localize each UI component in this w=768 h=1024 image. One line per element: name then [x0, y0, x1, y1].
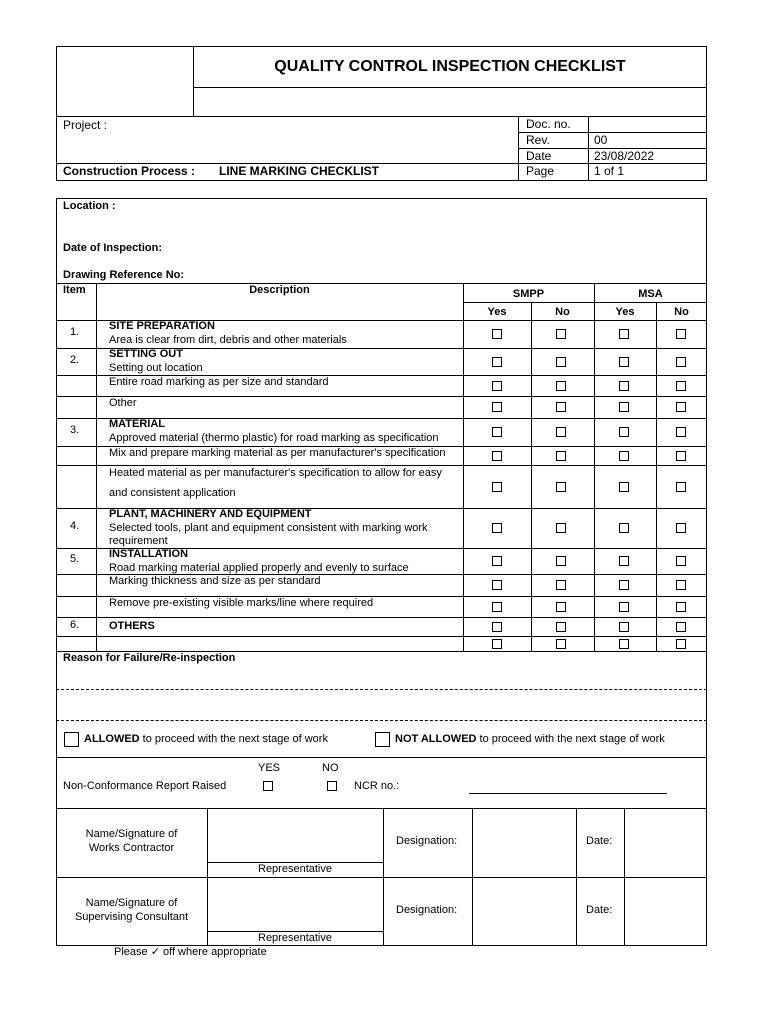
row-heading: PLANT, MACHINERY AND EQUIPMENT: [109, 508, 312, 520]
msa-no-checkbox[interactable]: [676, 622, 686, 632]
msa-yes-checkbox[interactable]: [619, 427, 629, 437]
project-label: Project :: [63, 118, 108, 132]
doc-no-label: Doc. no.: [526, 117, 571, 131]
smpp-no-checkbox[interactable]: [556, 402, 566, 412]
msa-yes-header: Yes: [615, 306, 635, 318]
smpp-yes-checkbox[interactable]: [492, 451, 502, 461]
row-item-number: 3.: [70, 424, 80, 436]
smpp-yes-checkbox[interactable]: [492, 580, 502, 590]
ncr-raised-label: Non-Conformance Report Raised: [63, 780, 227, 792]
row-heading: SITE PREPARATION: [109, 320, 215, 332]
row-item-number: 6.: [70, 618, 80, 631]
smpp-no-checkbox[interactable]: [556, 556, 566, 566]
msa-yes-checkbox[interactable]: [619, 580, 629, 590]
smpp-no-checkbox[interactable]: [556, 357, 566, 367]
row-heading: SETTING OUT: [109, 348, 183, 360]
msa-no-header: No: [674, 306, 689, 318]
not-allowed-text: NOT ALLOWED to proceed with the next stage of work: [395, 733, 665, 745]
msa-yes-checkbox[interactable]: [619, 451, 629, 461]
msa-no-checkbox[interactable]: [676, 639, 686, 649]
ncr-no-field-label: NCR no.:: [354, 780, 400, 792]
smpp-no-checkbox[interactable]: [556, 602, 566, 612]
smpp-yes-checkbox[interactable]: [492, 402, 502, 412]
row-item-number: 2.: [70, 353, 80, 366]
consultant-label-2: Supervising Consultant: [74, 911, 189, 923]
row-heading: MATERIAL: [109, 418, 166, 430]
msa-yes-checkbox[interactable]: [619, 357, 629, 367]
msa-yes-checkbox[interactable]: [619, 639, 629, 649]
smpp-yes-checkbox[interactable]: [492, 357, 502, 367]
msa-no-checkbox[interactable]: [676, 523, 686, 533]
rev-label: Rev.: [526, 133, 550, 147]
msa-yes-checkbox[interactable]: [619, 602, 629, 612]
row-item-number: 1.: [70, 326, 80, 338]
title-block: [56, 46, 707, 117]
row-heading: OTHERS: [109, 619, 155, 632]
smpp-no-checkbox[interactable]: [556, 482, 566, 492]
page-label: Page: [526, 164, 555, 178]
msa-no-checkbox[interactable]: [676, 329, 686, 339]
row-description: Approved material (thermo plastic) for road marking as specification: [109, 432, 439, 444]
smpp-no-checkbox[interactable]: [556, 580, 566, 590]
row-description-cont: and consistent application: [109, 487, 236, 499]
row-item-number: 5.: [70, 553, 80, 565]
msa-yes-checkbox[interactable]: [619, 523, 629, 533]
construction-process-value: LINE MARKING CHECKLIST: [219, 164, 379, 178]
row-description: Marking thickness and size as per standard: [109, 575, 321, 587]
contractor-label-1: Name/Signature of: [85, 828, 178, 840]
smpp-yes-header: Yes: [487, 306, 507, 318]
msa-yes-checkbox[interactable]: [619, 329, 629, 339]
footer-note: Please ✓ off where appropriate: [114, 946, 267, 958]
contractor-signature-field[interactable]: [208, 809, 383, 862]
location-label: Location :: [63, 200, 116, 212]
reason-label: Reason for Failure/Re-inspection: [63, 652, 236, 664]
smpp-yes-checkbox[interactable]: [492, 523, 502, 533]
smpp-yes-checkbox[interactable]: [492, 329, 502, 339]
msa-header: MSA: [638, 288, 663, 300]
row-description: Selected tools, plant and equipment consistent with marking work: [109, 522, 428, 534]
msa-no-checkbox[interactable]: [676, 402, 686, 412]
not-allowed-checkbox[interactable]: [375, 732, 390, 747]
contractor-representative-label: Representative: [258, 863, 332, 875]
consultant-representative-label: Representative: [258, 932, 332, 944]
smpp-no-checkbox[interactable]: [556, 427, 566, 437]
msa-yes-checkbox[interactable]: [619, 402, 629, 412]
row-description: Other: [109, 397, 137, 409]
msa-yes-checkbox[interactable]: [619, 381, 629, 391]
allowed-text: ALLOWED to proceed with the next stage of work: [84, 733, 328, 745]
date-label: Date: [526, 149, 552, 163]
col-description-header: Description: [249, 284, 310, 296]
msa-no-checkbox[interactable]: [676, 427, 686, 437]
contractor-label-2: Works Contractor: [88, 842, 175, 854]
msa-no-checkbox[interactable]: [676, 580, 686, 590]
contractor-date-field[interactable]: [625, 809, 707, 877]
consultant-designation-label: Designation:: [396, 904, 458, 916]
page-title: QUALITY CONTROL INSPECTION CHECKLIST: [274, 58, 626, 75]
smpp-no-checkbox[interactable]: [556, 381, 566, 391]
consultant-date-field[interactable]: [625, 878, 707, 946]
msa-no-checkbox[interactable]: [676, 381, 686, 391]
date-value: 23/08/2022: [594, 149, 655, 163]
row-description: Mix and prepare marking material as per manufacturer's specification: [109, 447, 446, 459]
contractor-designation-field[interactable]: [473, 809, 576, 877]
ncr-yes-checkbox[interactable]: [263, 781, 273, 791]
row-heading: INSTALLATION: [109, 548, 189, 560]
page-value: 1 of 1: [594, 164, 625, 178]
ncr-no-field-line[interactable]: [469, 793, 667, 794]
smpp-yes-checkbox[interactable]: [492, 556, 502, 566]
smpp-header: SMPP: [512, 288, 545, 300]
msa-yes-checkbox[interactable]: [619, 622, 629, 632]
msa-no-checkbox[interactable]: [676, 357, 686, 367]
drawing-reference-label: Drawing Reference No:: [63, 269, 185, 281]
row-description: Setting out location: [109, 362, 203, 374]
consultant-signature-field[interactable]: [208, 878, 383, 931]
smpp-yes-checkbox[interactable]: [492, 622, 502, 632]
smpp-yes-checkbox[interactable]: [492, 427, 502, 437]
row-description: Area is clear from dirt, debris and other materials: [109, 334, 347, 346]
smpp-yes-checkbox[interactable]: [492, 639, 502, 649]
msa-no-checkbox[interactable]: [676, 556, 686, 566]
msa-no-checkbox[interactable]: [676, 451, 686, 461]
msa-no-checkbox[interactable]: [676, 602, 686, 612]
col-item-header: Item: [63, 284, 86, 296]
smpp-no-checkbox[interactable]: [556, 523, 566, 533]
consultant-date-label: Date:: [586, 904, 613, 916]
smpp-no-checkbox[interactable]: [556, 451, 566, 461]
consultant-designation-field[interactable]: [473, 878, 576, 946]
row-description: Heated material as per manufacturer's specification to allow for easy: [109, 467, 442, 479]
ncr-no-label: NO: [322, 762, 339, 774]
date-of-inspection-label: Date of Inspection:: [63, 242, 163, 254]
consultant-label-1: Name/Signature of: [85, 897, 178, 909]
contractor-date-label: Date:: [586, 835, 613, 847]
contractor-designation-label: Designation:: [396, 835, 458, 847]
smpp-yes-checkbox[interactable]: [492, 602, 502, 612]
rev-value: 00: [594, 133, 608, 147]
smpp-yes-checkbox[interactable]: [492, 482, 502, 492]
msa-yes-checkbox[interactable]: [619, 556, 629, 566]
allowed-checkbox[interactable]: [64, 732, 79, 747]
row-description: Road marking material applied properly and evenly to surface: [109, 562, 409, 574]
row-description: Remove pre-existing visible marks/line where required: [109, 597, 374, 609]
row-description: Entire road marking as per size and standard: [109, 376, 329, 388]
ncr-yes-label: YES: [258, 762, 281, 774]
row-description-cont: requirement: [109, 535, 168, 547]
construction-process-label: Construction Process :: [63, 164, 196, 178]
msa-yes-checkbox[interactable]: [619, 482, 629, 492]
msa-no-checkbox[interactable]: [676, 482, 686, 492]
smpp-no-checkbox[interactable]: [556, 622, 566, 632]
smpp-no-header: No: [555, 306, 570, 318]
smpp-yes-checkbox[interactable]: [492, 381, 502, 391]
smpp-no-checkbox[interactable]: [556, 639, 566, 649]
row-item-number: 4.: [70, 520, 80, 532]
ncr-no-checkbox[interactable]: [327, 781, 337, 791]
smpp-no-checkbox[interactable]: [556, 329, 566, 339]
